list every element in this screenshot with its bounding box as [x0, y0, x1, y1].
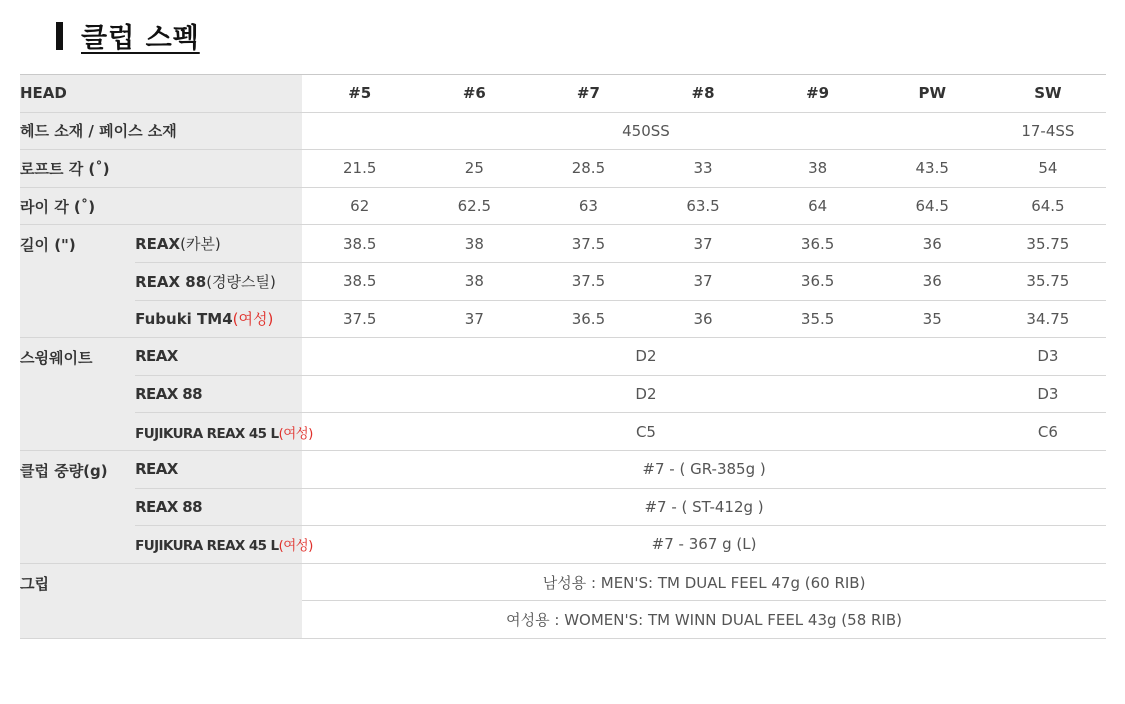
shaft-label — [135, 225, 302, 263]
table-cell: 35.5 — [761, 300, 875, 338]
shaft-name: REAX — [135, 235, 181, 254]
table-cell: 35 — [875, 300, 990, 338]
club-spec-table — [20, 74, 1106, 639]
shaft-name: REAX 88 — [135, 385, 202, 404]
table-cell: 36.5 — [531, 300, 645, 338]
table-cell: 64.5 — [990, 187, 1106, 225]
table-cell: 28.5 — [531, 150, 645, 188]
shaft-name: Fubuki TM4 — [135, 310, 233, 329]
table-cell: 54 — [990, 150, 1106, 188]
table-cell: 38 — [417, 225, 531, 263]
table-cell: 43.5 — [875, 150, 990, 188]
table-cell: 63.5 — [645, 187, 760, 225]
swingweight-sw-value: C6 — [990, 413, 1106, 451]
material-row — [20, 112, 1106, 150]
shaft-note: (여성) — [278, 425, 313, 442]
table-cell: 36 — [875, 225, 990, 263]
shaft-label — [135, 300, 302, 338]
swingweight-sw-value: D3 — [990, 375, 1106, 413]
shaft-note: (카본) — [180, 235, 221, 254]
row-label: 클럽 중량(g) — [20, 450, 135, 563]
page-title: 클럽 스펙 — [81, 23, 200, 54]
shaft-name: REAX 88 — [135, 497, 202, 516]
table-cell: 36 — [875, 262, 990, 300]
shaft-name: REAX 88 — [135, 272, 207, 291]
row-label: 길이 (") — [20, 225, 135, 338]
swingweight-row — [20, 338, 1106, 376]
table-cell: 64 — [761, 187, 875, 225]
shaft-note: (경량스틸) — [206, 272, 276, 291]
shaft-name: FUJIKURA REAX 45 L — [135, 425, 279, 442]
length-row — [20, 225, 1106, 263]
table-cell: 38.5 — [302, 225, 417, 263]
table-cell: 37.5 — [302, 300, 417, 338]
table-cell: 34.75 — [990, 300, 1106, 338]
table-header-row — [20, 75, 1106, 113]
shaft-label — [135, 413, 313, 451]
weight-value: #7 - ( GR-385g ) — [302, 450, 1106, 488]
shaft-label — [135, 375, 302, 413]
col-header: #9 — [761, 75, 875, 113]
table-cell: 62 — [302, 187, 417, 225]
loft-row — [20, 150, 1106, 188]
weight-row — [20, 450, 1106, 488]
grip-mens-value: 남성용 : MEN'S: TM DUAL FEEL 47g (60 RIB) — [302, 563, 1106, 601]
shaft-name: REAX — [135, 347, 178, 366]
table-cell: 37 — [417, 300, 531, 338]
table-cell: 21.5 — [302, 150, 417, 188]
swingweight-row — [20, 413, 1106, 451]
table-cell: 38 — [761, 150, 875, 188]
material-sw-value: 17-4SS — [990, 112, 1106, 150]
swingweight-value: C5 — [302, 413, 990, 451]
swingweight-value: D2 — [302, 375, 990, 413]
table-cell: 25 — [417, 150, 531, 188]
shaft-label — [135, 262, 302, 300]
weight-row — [20, 526, 1106, 564]
table-cell: 35.75 — [990, 225, 1106, 263]
table-cell: 38 — [417, 262, 531, 300]
shaft-label — [135, 338, 302, 376]
weight-row — [20, 488, 1106, 526]
table-cell: 37 — [645, 262, 760, 300]
table-cell: 62.5 — [417, 187, 531, 225]
grip-row — [20, 563, 1106, 601]
head-label: HEAD — [20, 75, 302, 113]
table-cell: 36.5 — [761, 262, 875, 300]
shaft-label — [135, 450, 302, 488]
shaft-label — [135, 488, 302, 526]
col-header: #8 — [645, 75, 760, 113]
table-cell: 63 — [531, 187, 645, 225]
col-header: PW — [875, 75, 990, 113]
col-header: #6 — [417, 75, 531, 113]
table-cell: 33 — [645, 150, 760, 188]
row-label: 헤드 소재 / 페이스 소재 — [20, 112, 302, 150]
row-label: 그립 — [20, 563, 302, 638]
table-cell: 38.5 — [302, 262, 417, 300]
weight-value: #7 - ( ST-412g ) — [302, 488, 1106, 526]
swingweight-row — [20, 375, 1106, 413]
table-cell: 37 — [645, 225, 760, 263]
table-cell: 64.5 — [875, 187, 990, 225]
weight-value: #7 - 367 g (L) — [302, 526, 1106, 564]
table-cell: 35.75 — [990, 262, 1106, 300]
length-row — [20, 300, 1106, 338]
row-label: 라이 각 (˚) — [20, 187, 302, 225]
row-label: 스윙웨이트 — [20, 338, 135, 451]
table-cell: 36.5 — [761, 225, 875, 263]
col-header: #5 — [302, 75, 417, 113]
lie-row — [20, 187, 1106, 225]
material-value: 450SS — [302, 112, 990, 150]
shaft-note: (여성) — [278, 538, 313, 555]
section-title — [56, 16, 200, 55]
col-header: SW — [990, 75, 1106, 113]
title-marker — [56, 22, 63, 50]
row-label: 로프트 각 (˚) — [20, 150, 302, 188]
shaft-name: REAX — [135, 460, 178, 479]
col-header: #7 — [531, 75, 645, 113]
shaft-name: FUJIKURA REAX 45 L — [135, 538, 279, 555]
shaft-label — [135, 526, 313, 564]
shaft-note: (여성) — [232, 310, 274, 329]
table-cell: 37.5 — [531, 262, 645, 300]
table-cell: 37.5 — [531, 225, 645, 263]
length-row — [20, 262, 1106, 300]
swingweight-sw-value: D3 — [990, 338, 1106, 376]
table-cell: 36 — [645, 300, 760, 338]
grip-womens-value: 여성용 : WOMEN'S: TM WINN DUAL FEEL 43g (58 RIB) — [302, 601, 1106, 639]
swingweight-value: D2 — [302, 338, 990, 376]
